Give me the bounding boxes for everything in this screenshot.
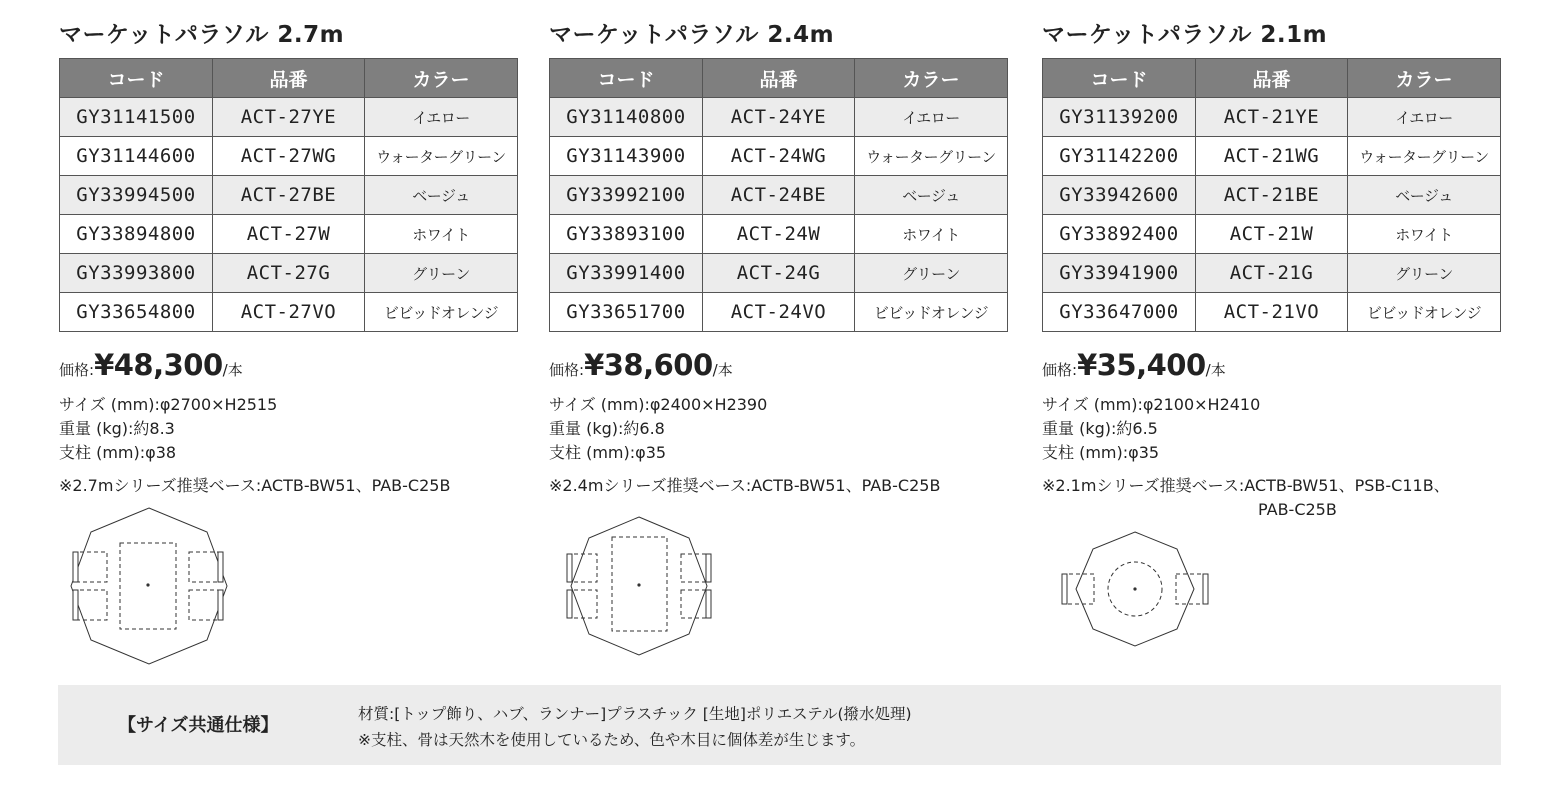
cell-code: GY33992100 — [550, 176, 703, 215]
cell-color: ホワイト — [1348, 215, 1501, 254]
cell-code: GY33893100 — [550, 215, 703, 254]
price-amount: ¥38,600 — [584, 348, 713, 382]
table-row — [1043, 176, 1501, 215]
cell-color: ビビッドオレンジ — [1348, 293, 1501, 332]
cell-color: グリーン — [365, 254, 518, 293]
table-header-row — [60, 59, 518, 98]
cell-code: GY31144600 — [60, 137, 213, 176]
cell-color: ウォーターグリーン — [1348, 137, 1501, 176]
cell-code: GY33994500 — [60, 176, 213, 215]
cell-part: ACT-27VO — [213, 293, 365, 332]
table-row — [1043, 98, 1501, 137]
cell-code: GY33942600 — [1043, 176, 1196, 215]
table-row — [550, 176, 1008, 215]
spec-table — [1042, 58, 1501, 332]
cell-code: GY33647000 — [1043, 293, 1196, 332]
price-amount: ¥35,400 — [1077, 348, 1206, 382]
price — [1042, 348, 1226, 382]
cell-code: GY31142200 — [1043, 137, 1196, 176]
header-part: 品番 — [213, 59, 365, 98]
product-title: マーケットパラソル 2.4m — [549, 22, 835, 48]
cell-code: GY33892400 — [1043, 215, 1196, 254]
table-row — [60, 254, 518, 293]
cell-part: ACT-27W — [213, 215, 365, 254]
table-row — [550, 293, 1008, 332]
size-info: サイズ (mm):φ2100×H2410 — [1042, 395, 1261, 414]
cell-code: GY31140800 — [550, 98, 703, 137]
table-row — [1043, 215, 1501, 254]
price-label: 価格: — [549, 361, 585, 379]
cell-code: GY33654800 — [60, 293, 213, 332]
cell-color: ビビッドオレンジ — [365, 293, 518, 332]
price-amount: ¥48,300 — [94, 348, 223, 382]
table-row — [60, 137, 518, 176]
cell-code: GY33941900 — [1043, 254, 1196, 293]
product-title: マーケットパラソル 2.7m — [59, 22, 345, 48]
header-part: 品番 — [1196, 59, 1348, 98]
cell-part: ACT-21VO — [1196, 293, 1348, 332]
pole-info: 支柱 (mm):φ35 — [1042, 443, 1160, 462]
table-row — [550, 137, 1008, 176]
header-part: 品番 — [703, 59, 855, 98]
common-spec-note: ※支柱、骨は天然木を使用しているため、色や木目に個体差が生じます。 — [358, 731, 866, 749]
top-view-diagram — [549, 514, 719, 659]
size-info: サイズ (mm):φ2700×H2515 — [59, 395, 278, 414]
cell-color: ウォーターグリーン — [365, 137, 518, 176]
cell-color: ウォーターグリーン — [855, 137, 1008, 176]
table-row — [60, 293, 518, 332]
product-title: マーケットパラソル 2.1m — [1042, 22, 1328, 48]
header-code: コード — [550, 59, 703, 98]
cell-part: ACT-24W — [703, 215, 855, 254]
table-row — [1043, 254, 1501, 293]
table-header-row — [1043, 59, 1501, 98]
cell-color: ベージュ — [365, 176, 518, 215]
table-row — [1043, 137, 1501, 176]
table-row — [550, 254, 1008, 293]
cell-part: ACT-21G — [1196, 254, 1348, 293]
cell-part: ACT-27BE — [213, 176, 365, 215]
cell-code: GY31139200 — [1043, 98, 1196, 137]
base-note — [59, 474, 450, 498]
cell-part: ACT-24YE — [703, 98, 855, 137]
base-note-line: PAB-C25B — [1258, 500, 1337, 519]
spec-table — [59, 58, 518, 332]
cell-color: グリーン — [1348, 254, 1501, 293]
weight-info: 重量 (kg):約6.5 — [1042, 419, 1158, 438]
table-row — [550, 98, 1008, 137]
cell-part: ACT-21WG — [1196, 137, 1348, 176]
pole-info: 支柱 (mm):φ35 — [549, 443, 667, 462]
cell-code: GY33651700 — [550, 293, 703, 332]
cell-part: ACT-27G — [213, 254, 365, 293]
header-code: コード — [1043, 59, 1196, 98]
cell-part: ACT-21YE — [1196, 98, 1348, 137]
pole-info: 支柱 (mm):φ38 — [59, 443, 177, 462]
cell-code: GY33894800 — [60, 215, 213, 254]
cell-part: ACT-24VO — [703, 293, 855, 332]
cell-code: GY33993800 — [60, 254, 213, 293]
table-row — [60, 215, 518, 254]
base-note-line: ※2.4mシリーズ推奨ベース:ACTB-BW51、PAB-C25B — [549, 476, 941, 495]
table-header-row — [550, 59, 1008, 98]
cell-code: GY33991400 — [550, 254, 703, 293]
top-view-diagram — [1042, 530, 1217, 655]
price-label: 価格: — [1042, 361, 1078, 379]
table-row — [60, 98, 518, 137]
table-row — [550, 215, 1008, 254]
cell-color: ベージュ — [1348, 176, 1501, 215]
cell-part: ACT-27YE — [213, 98, 365, 137]
cell-color: イエロー — [365, 98, 518, 137]
top-view-diagram — [59, 505, 239, 665]
cell-part: ACT-21W — [1196, 215, 1348, 254]
cell-code: GY31141500 — [60, 98, 213, 137]
weight-info: 重量 (kg):約6.8 — [549, 419, 665, 438]
cell-color: イエロー — [855, 98, 1008, 137]
base-note — [549, 474, 940, 498]
header-color: カラー — [1348, 59, 1501, 98]
price-unit: /本 — [712, 361, 733, 379]
cell-color: イエロー — [1348, 98, 1501, 137]
price-unit: /本 — [1205, 361, 1226, 379]
cell-part: ACT-27WG — [213, 137, 365, 176]
common-spec-box — [58, 685, 1501, 765]
table-row — [60, 176, 518, 215]
cell-code: GY31143900 — [550, 137, 703, 176]
cell-part: ACT-24G — [703, 254, 855, 293]
header-code: コード — [60, 59, 213, 98]
cell-color: ホワイト — [365, 215, 518, 254]
spec-table — [549, 58, 1008, 332]
table-row — [1043, 293, 1501, 332]
common-spec-material: 材質:[トップ飾り、ハブ、ランナー]プラスチック [生地]ポリエステル(撥水処理) — [358, 705, 912, 723]
base-note-line: ※2.1mシリーズ推奨ベース:ACTB-BW51、PSB-C11B、 — [1042, 476, 1450, 495]
price — [549, 348, 733, 382]
cell-part: ACT-21BE — [1196, 176, 1348, 215]
header-color: カラー — [855, 59, 1008, 98]
base-note — [1042, 474, 1450, 522]
price-unit: /本 — [222, 361, 243, 379]
cell-color: ベージュ — [855, 176, 1008, 215]
cell-color: ホワイト — [855, 215, 1008, 254]
price — [59, 348, 243, 382]
weight-info: 重量 (kg):約8.3 — [59, 419, 175, 438]
cell-color: グリーン — [855, 254, 1008, 293]
cell-color: ビビッドオレンジ — [855, 293, 1008, 332]
cell-part: ACT-24WG — [703, 137, 855, 176]
price-label: 価格: — [59, 361, 95, 379]
common-spec-title: 【サイズ共通仕様】 — [118, 715, 279, 736]
cell-part: ACT-24BE — [703, 176, 855, 215]
base-note-line: ※2.7mシリーズ推奨ベース:ACTB-BW51、PAB-C25B — [59, 476, 451, 495]
header-color: カラー — [365, 59, 518, 98]
size-info: サイズ (mm):φ2400×H2390 — [549, 395, 768, 414]
